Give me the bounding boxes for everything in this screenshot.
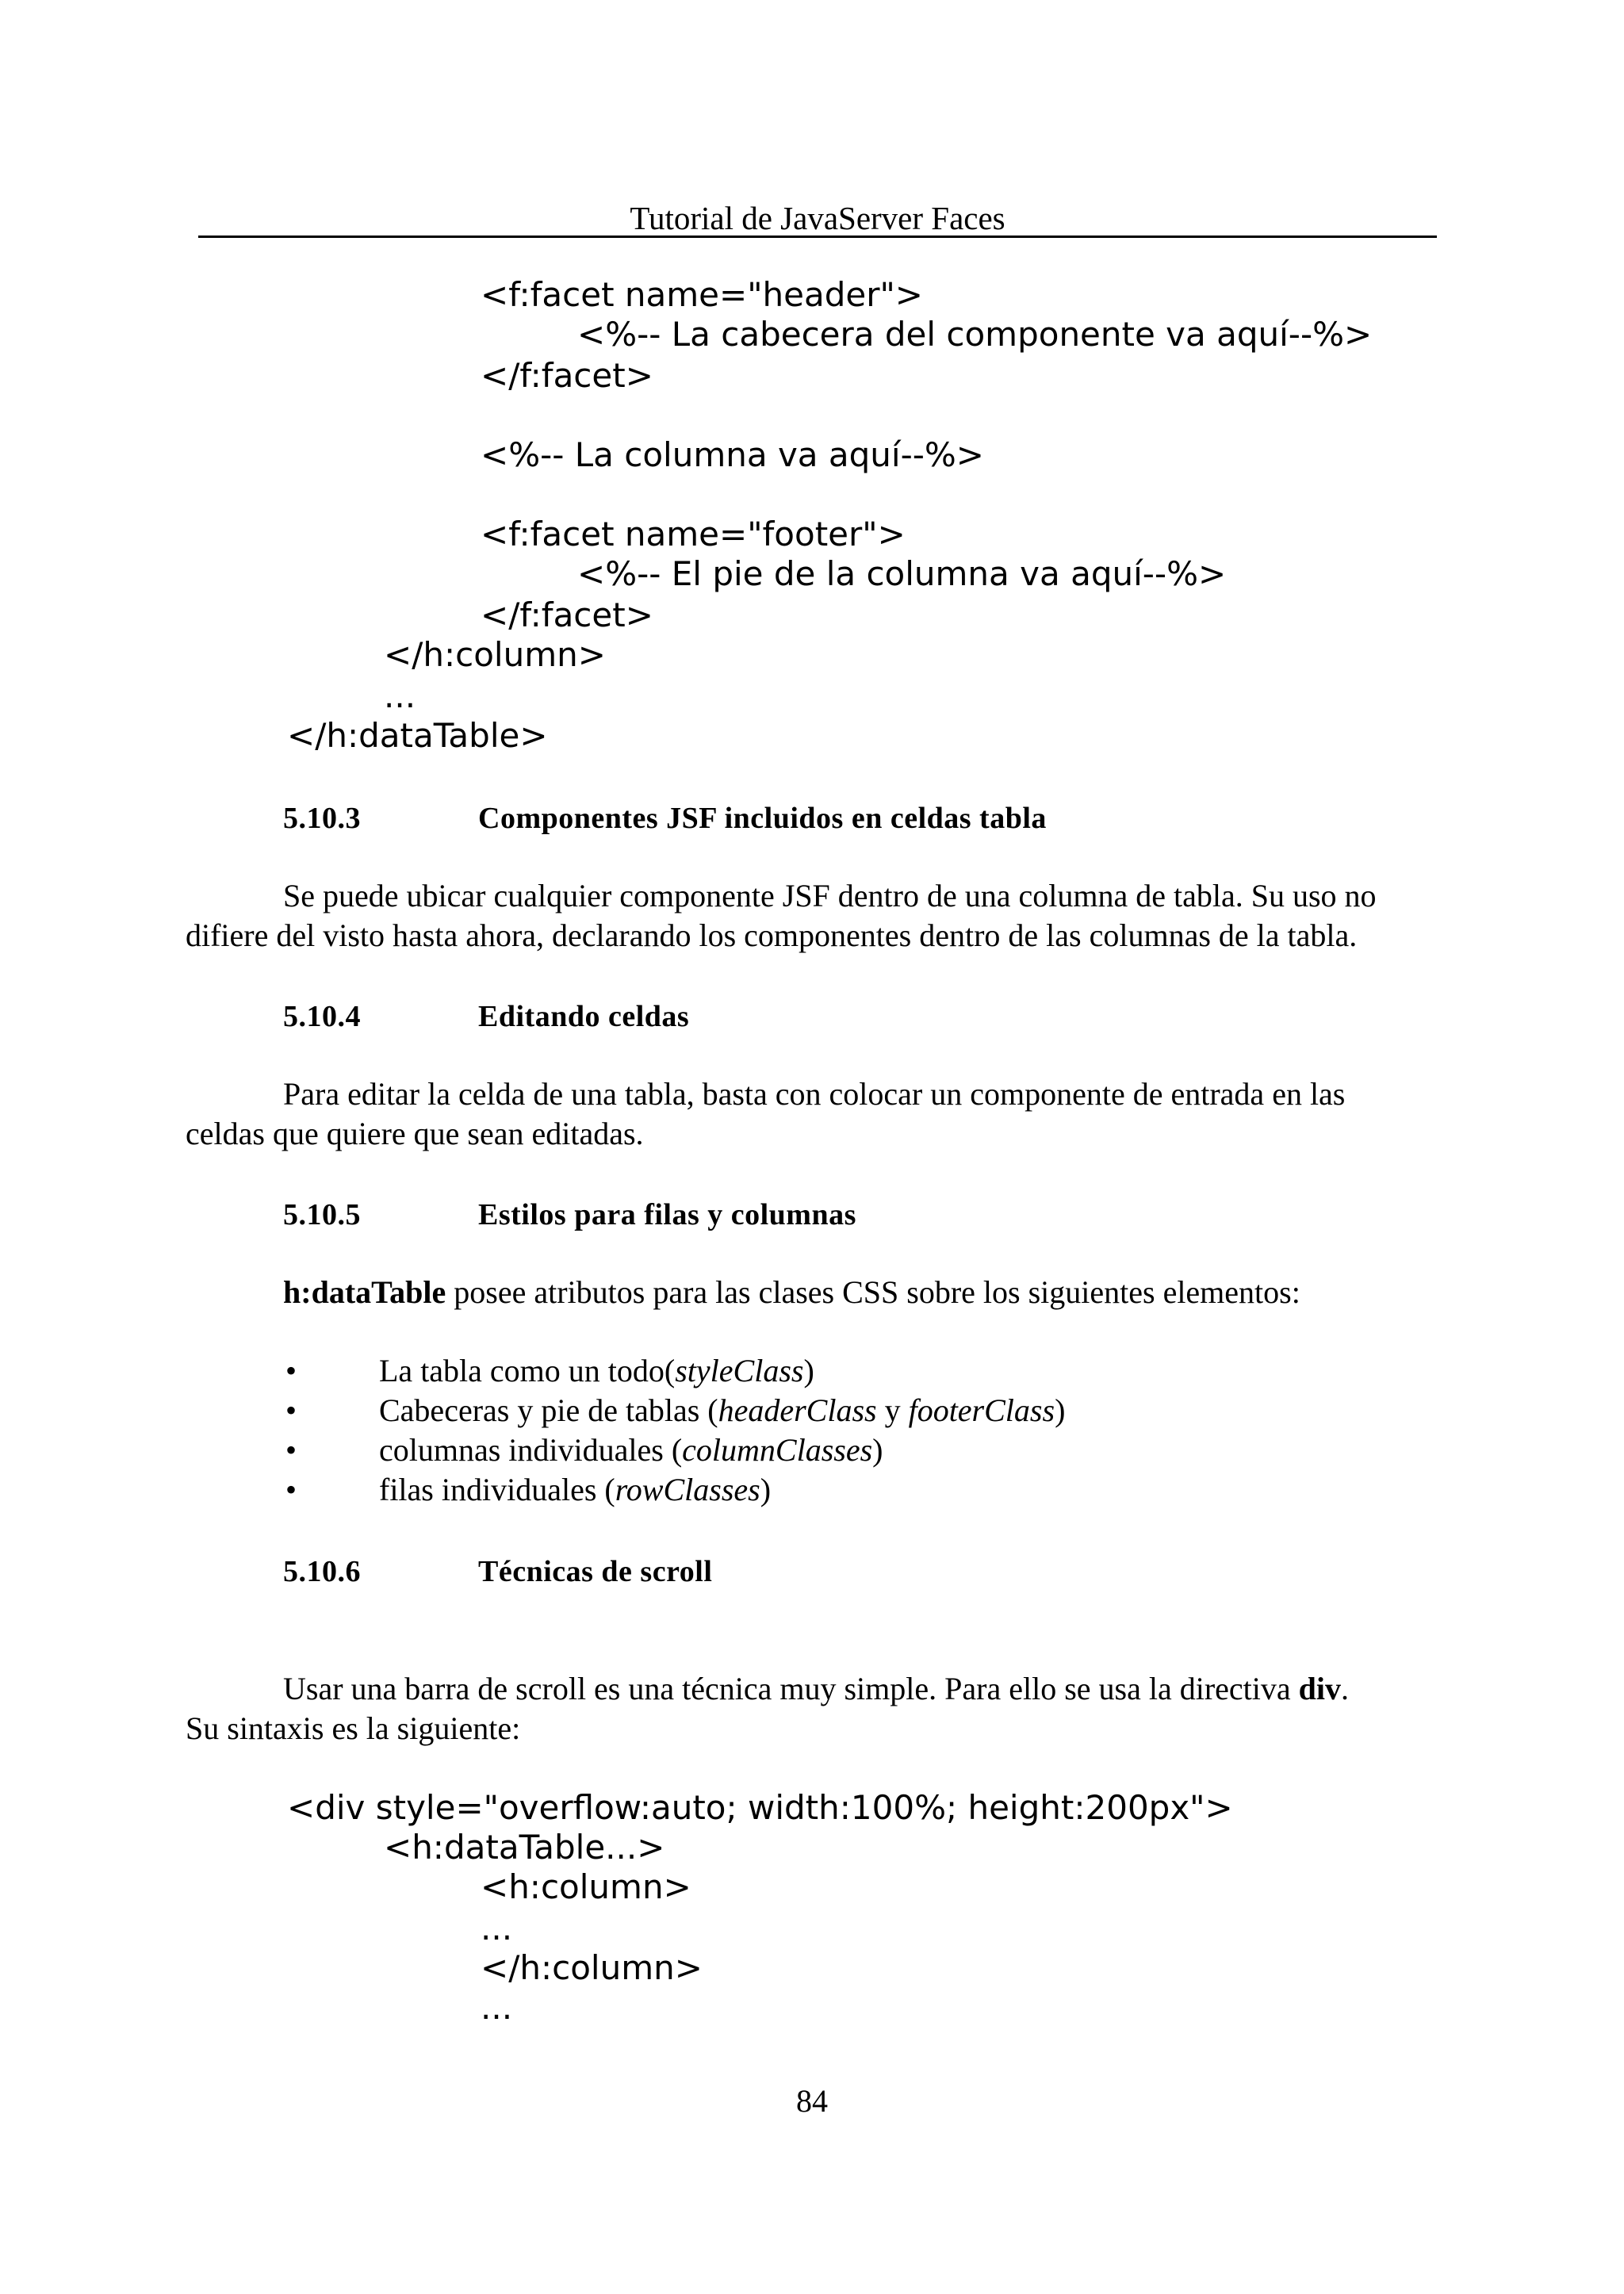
bullet-marker: • bbox=[285, 1432, 297, 1468]
bullet-text: ) bbox=[872, 1432, 883, 1468]
bullet-marker: • bbox=[285, 1353, 297, 1388]
bullet-italic: headerClass bbox=[718, 1392, 877, 1428]
running-header-title: Tutorial de JavaServer Faces bbox=[630, 200, 1005, 236]
code-line: <f:facet name="footer"> bbox=[481, 515, 906, 553]
bullet-item bbox=[379, 1391, 1065, 1430]
bullet-italic: columnClasses bbox=[682, 1432, 873, 1468]
section-title: Estilos para filas y columnas bbox=[478, 1198, 856, 1231]
code-line: ... bbox=[481, 1909, 513, 1947]
bullet-text: ) bbox=[803, 1353, 814, 1388]
paragraph-line: celdas que quiere que sean editadas. bbox=[186, 1116, 644, 1151]
section-title: Componentes JSF incluidos en celdas tabla bbox=[478, 802, 1047, 835]
section-number: 5.10.4 bbox=[283, 1000, 361, 1033]
bullet-text: filas individuales ( bbox=[379, 1472, 615, 1507]
code-line: </h:column> bbox=[384, 635, 606, 674]
bullet-text: columnas individuales ( bbox=[379, 1432, 683, 1468]
code-line: <h:column> bbox=[481, 1867, 691, 1906]
code-line: </h:column> bbox=[481, 1948, 703, 1987]
bullet-text: ) bbox=[1055, 1392, 1066, 1428]
bullet-item bbox=[379, 1470, 771, 1510]
code-line: <%-- El pie de la columna va aquí--%> bbox=[577, 554, 1227, 593]
paragraph-line: difiere del visto hasta ahora, declarando los componentes dentro de las columnas de la tabla. bbox=[186, 917, 1358, 953]
code-line: <f:facet name="header"> bbox=[481, 275, 923, 314]
bullet-marker: • bbox=[285, 1472, 297, 1507]
bullet-marker: • bbox=[285, 1392, 297, 1428]
paragraph-line: Su sintaxis es la siguiente: bbox=[186, 1710, 521, 1746]
inline-bold: h:dataTable bbox=[283, 1274, 446, 1310]
bullet-italic: footerClass bbox=[908, 1392, 1055, 1428]
section-number: 5.10.6 bbox=[283, 1555, 361, 1588]
bullet-text: La tabla como un todo( bbox=[379, 1353, 676, 1388]
bullet-italic: styleClass bbox=[675, 1353, 804, 1388]
code-line: ... bbox=[384, 676, 416, 715]
code-line: <%-- La columna va aquí--%> bbox=[481, 435, 984, 474]
inline-text: . bbox=[1340, 1671, 1349, 1706]
code-line: </h:dataTable> bbox=[287, 716, 548, 755]
bullet-text: y bbox=[876, 1392, 909, 1428]
paragraph-intro bbox=[283, 1273, 1300, 1312]
code-line: <h:dataTable...> bbox=[384, 1828, 665, 1867]
bullet-italic: rowClasses bbox=[615, 1472, 760, 1507]
header-rule bbox=[198, 236, 1437, 238]
bullet-item bbox=[379, 1351, 814, 1391]
page-number: 84 bbox=[796, 2083, 828, 2119]
paragraph-line bbox=[283, 1669, 1349, 1709]
code-line: <div style="overflow:auto; width:100%; height:200px"> bbox=[287, 1788, 1233, 1827]
code-line: <%-- La cabecera del componente va aquí--%> bbox=[577, 315, 1373, 354]
inline-text: posee atributos para las clases CSS sobre los siguientes elementos: bbox=[446, 1274, 1300, 1310]
inline-text: Usar una barra de scroll es una técnica muy simple. Para ello se usa la directiva bbox=[283, 1671, 1299, 1706]
bullet-text: Cabeceras y pie de tablas ( bbox=[379, 1392, 718, 1428]
paragraph-line: Se puede ubicar cualquier componente JSF dentro de una columna de tabla. Su uso no bbox=[283, 878, 1377, 913]
section-number: 5.10.5 bbox=[283, 1198, 361, 1231]
bullet-text: ) bbox=[760, 1472, 772, 1507]
section-title: Técnicas de scroll bbox=[478, 1555, 713, 1588]
inline-bold: div bbox=[1298, 1671, 1341, 1706]
code-line: </f:facet> bbox=[481, 356, 653, 395]
paragraph-line: Para editar la celda de una tabla, basta con colocar un componente de entrada en las bbox=[283, 1076, 1346, 1112]
code-line: ... bbox=[481, 1988, 513, 2027]
section-number: 5.10.3 bbox=[283, 802, 361, 835]
section-title: Editando celdas bbox=[478, 1000, 690, 1033]
bullet-item bbox=[379, 1430, 883, 1470]
code-line: </f:facet> bbox=[481, 596, 653, 634]
